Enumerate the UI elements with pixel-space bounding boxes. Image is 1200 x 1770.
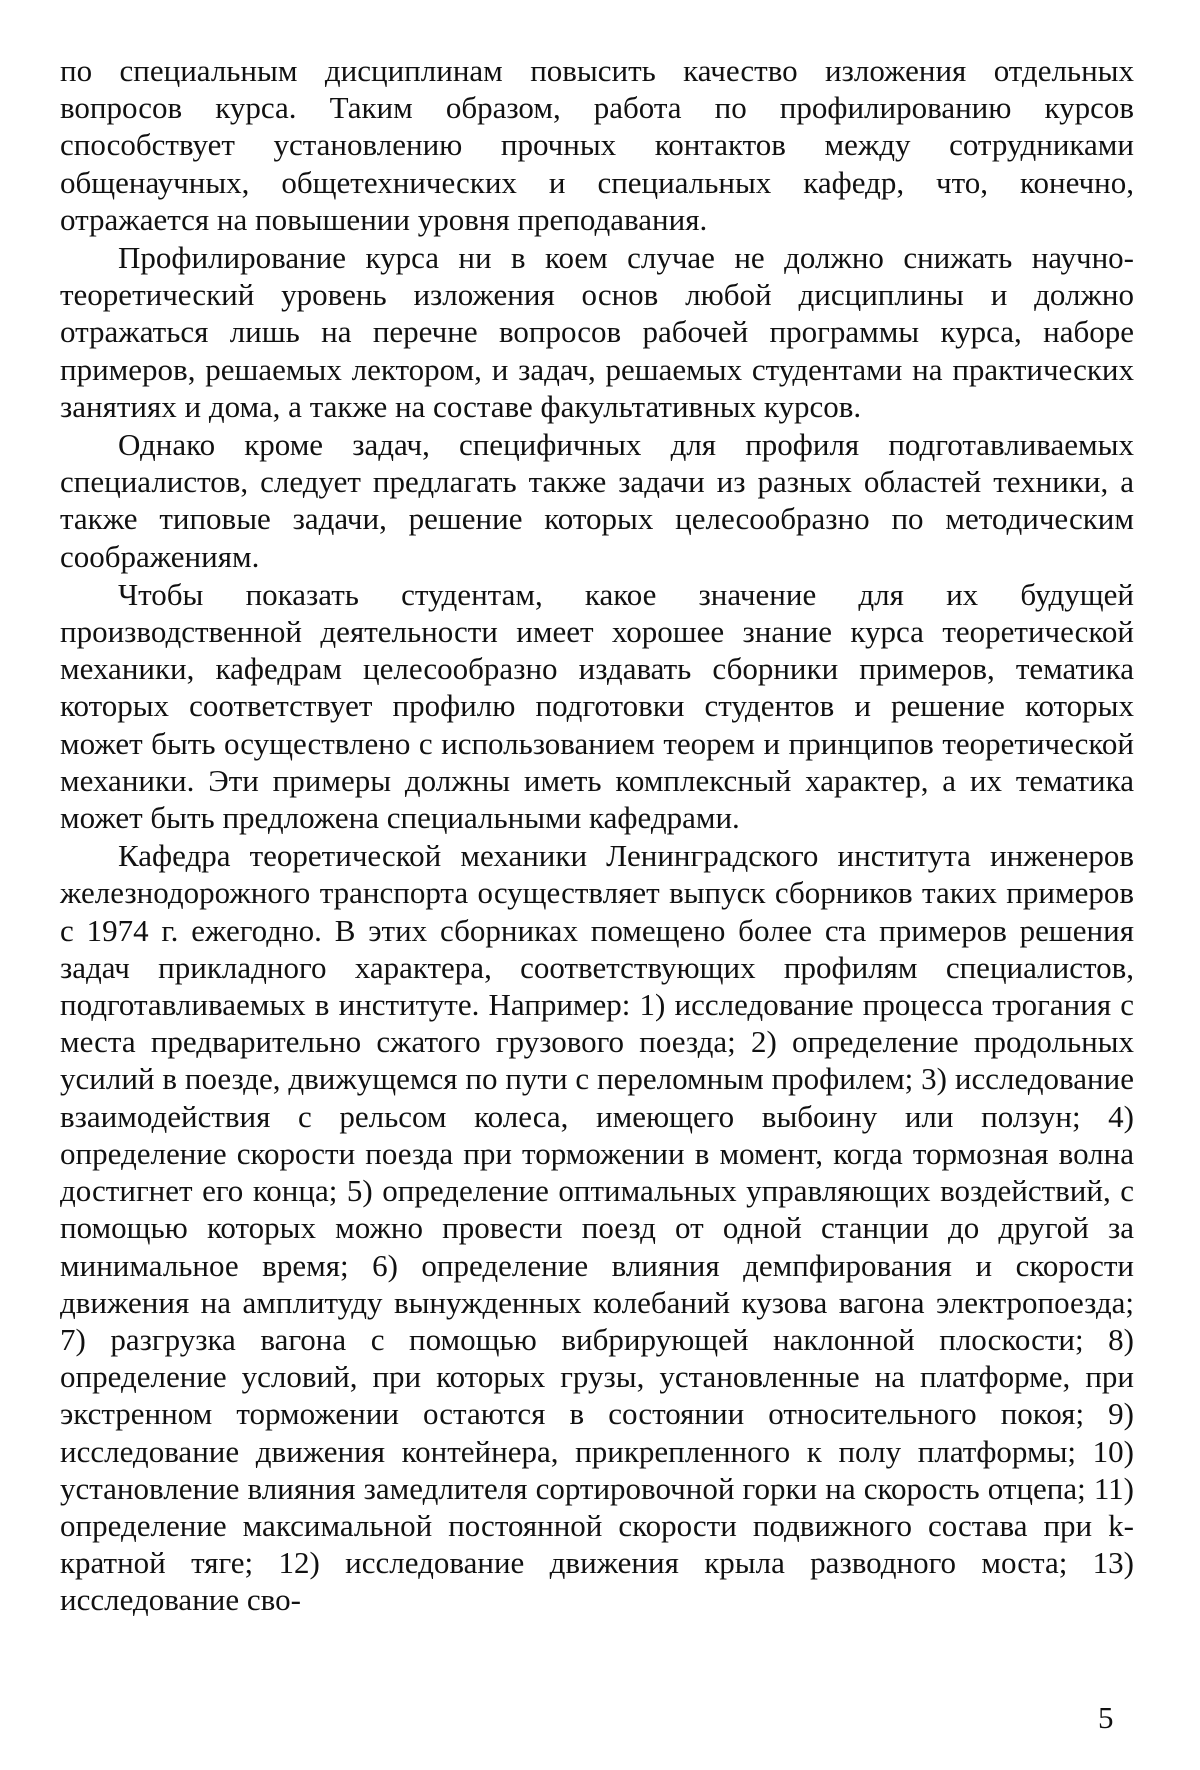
paragraph-4: Чтобы показать студентам, какое значение для их будущей производственной деятельности имеет хорошее знание курса теоретической механики, кафедрам целесообразно издавать сборники примеров, тематика которых соответствует профилю подготовки студентов и решение которых может быть осуществлено с использованием теорем и принципов теоретической механики. Эти примеры должны иметь комплексный характер, а их тематика может быть предложена специальными кафедрами. [60,576,1134,836]
paragraph-1: по специальным дисциплинам повысить качество изложения отдельных вопросов курса. Таким образом, работа по профилированию курсов способствует установлению прочных контактов между сотрудниками общенаучных, общетехнических и специальных кафедр, что, конечно, отражается на повышении уровня преподавания. [60,53,1134,237]
page-number: 5 [1098,1700,1114,1735]
paragraph-5: Кафедра теоретической механики Ленинградского института инженеров железнодорожного транспорта осуществляет выпуск сборников таких примеров с 1974 г. ежегодно. В этих сборниках помещено более ста примеров решения задач прикладного характера, соответствующих профилям специалистов, подготавливаемых в институте. Например: 1) исследование процесса трогания с места предварительно сжатого грузового поезда; 2) определение продольных усилий в поезде, движущемся по пути с переломным профилем; 3) исследование взаимодействия с рельсом колеса, имеющего выбоину или ползун; 4) определение скорости поезда при торможении в момент, когда тормозная волна достигнет его конца; 5) определение оптимальных управляющих воздействий, с помощью которых можно провести поезд от одной станции до другой за минимальное время; 6) определение влияния демпфирования и скорости движения на амплитуду вынужденных колебаний кузова вагона электропоезда; 7) разгрузка вагона с помощью вибрирующей наклонной плоскости; 8) определение условий, при которых грузы, установленные на платформе, при экстренном торможении остаются в состоянии относительного покоя; 9) исследование движения контейнера, прикрепленного к полу платформы; 10) установление влияния замедлителя сортировочной горки на скорость отцепа; 11) определение максимальной постоянной скорости подвижного состава при k-кратной тяге; 12) исследование движения крыла разводного моста; 13) исследование сво- [60,838,1134,1618]
page-body [60,52,1134,1620]
paragraph-3: Однако кроме задач, специфичных для профиля подготавливаемых специалистов, следует предлагать также задачи из разных областей техники, а также типовые задачи, решение которых целесообразно по методическим соображениям. [60,427,1134,574]
paragraph-2: Профилирование курса ни в коем случае не должно снижать научно-теоретический уровень изложения основ любой дисциплины и должно отражаться лишь на перечне вопросов рабочей программы курса, наборе примеров, решаемых лектором, и задач, решаемых студентами на практических занятиях и дома, а также на составе факультативных курсов. [60,240,1134,424]
